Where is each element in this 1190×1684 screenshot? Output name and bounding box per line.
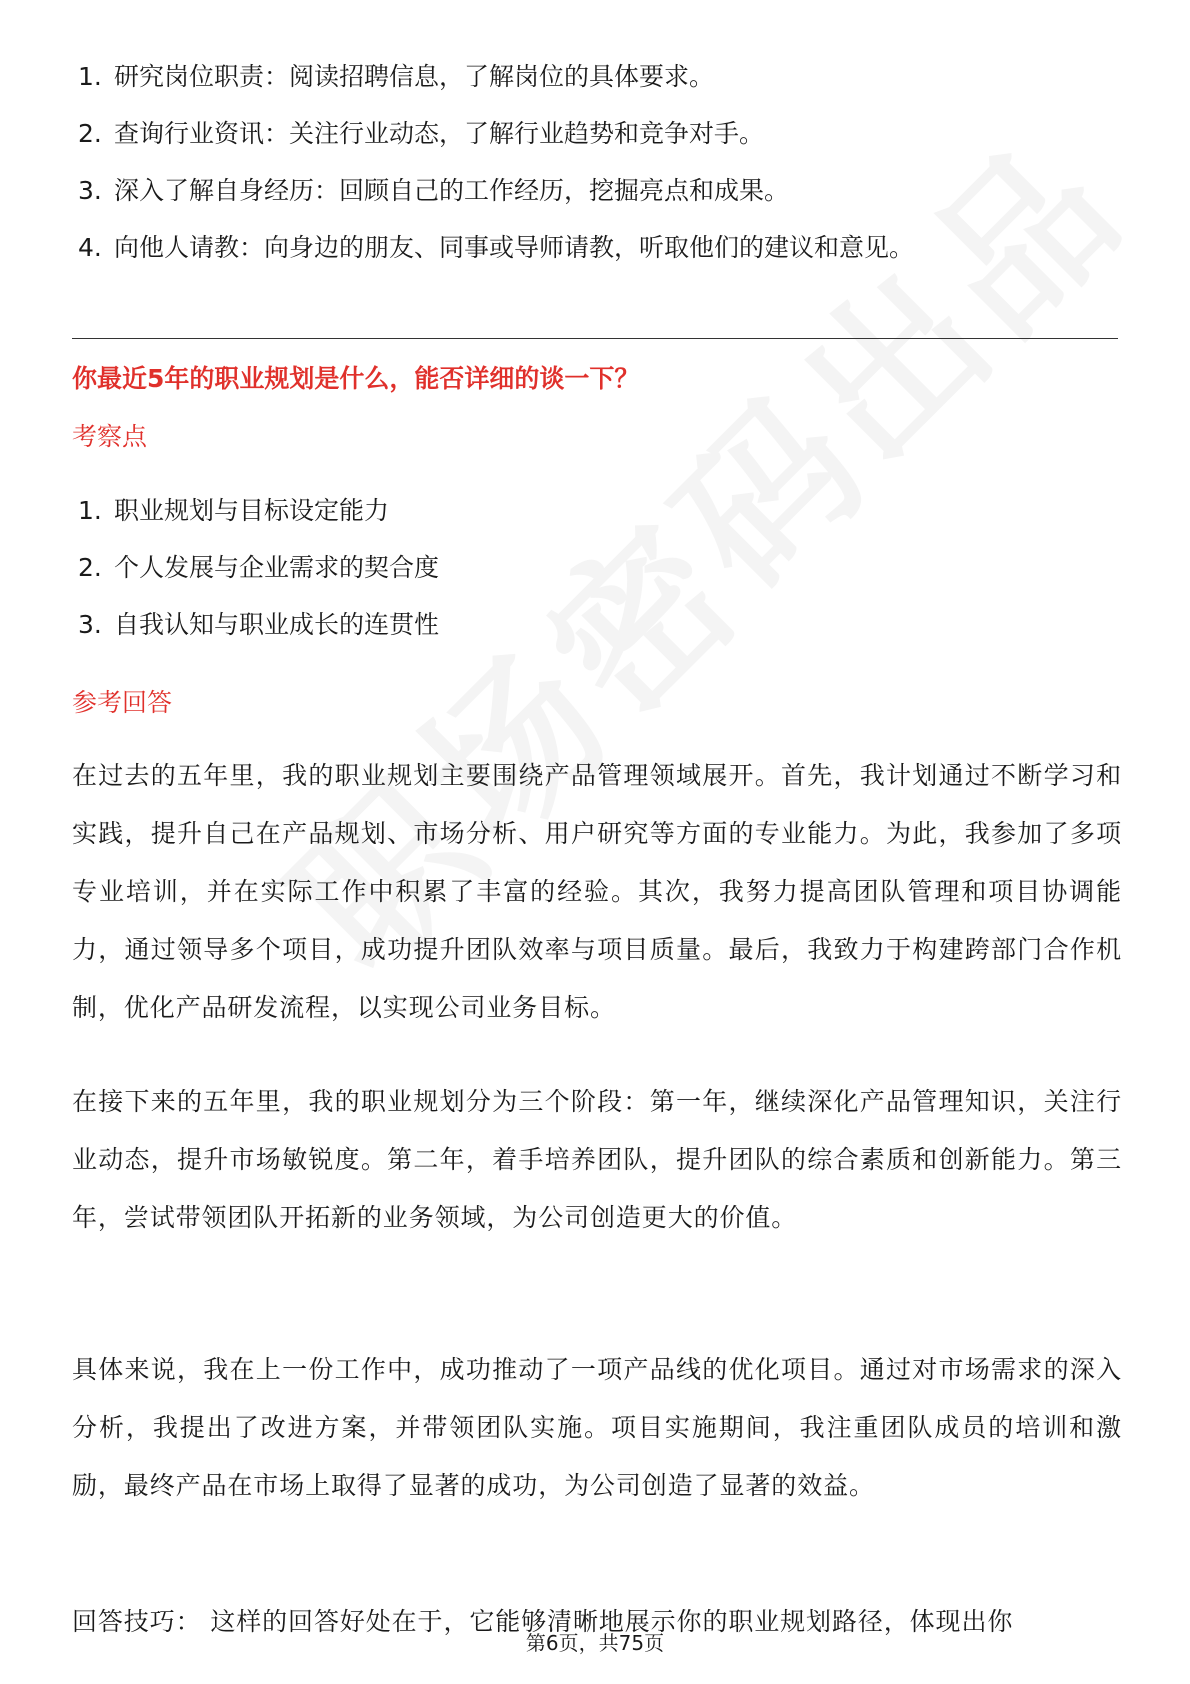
list-text: 深入了解自身经历：回顾自己的工作经历，挖掘亮点和成果。: [114, 176, 790, 205]
list-text: 查询行业资讯：关注行业动态，了解行业趋势和竞争对手。: [114, 119, 765, 148]
list-item: [78, 177, 914, 204]
list-number: 3.: [78, 610, 102, 639]
list-text: 向他人请教：向身边的朋友、同事或导师请教，听取他们的建议和意见。: [114, 233, 915, 262]
list-item: [78, 611, 439, 638]
question-heading: 你最近5年的职业规划是什么，能否详细的谈一下？: [72, 364, 640, 393]
list-number: 1.: [78, 496, 102, 525]
answer-paragraph: 在过去的五年里，我的职业规划主要围绕产品管理领域展开。首先，我计划通过不断学习和实践，提升自己在产品规划、市场分析、用户研究等方面的专业能力。为此，我参加了多项专业培训，并在实际工作中积累了丰富的经验。其次，我努力提高团队管理和项目协调能力，通过领导多个项目，成功提升团队效率与项目质量。最后，我致力于构建跨部门合作机制，优化产品研发流程，以实现公司业务目标。: [72, 761, 1122, 1022]
list-number: 2.: [78, 119, 102, 148]
list-item: [78, 120, 914, 147]
list-text: 个人发展与企业需求的契合度: [114, 553, 440, 582]
list-number: 4.: [78, 233, 102, 262]
points-list: [78, 497, 439, 668]
list-text: 自我认知与职业成长的连贯性: [114, 610, 440, 639]
answer-tip-paragraph: 回答技巧： 这样的回答好处在于，它能够清晰地展示你的职业规划路径，体现出你: [72, 1607, 1014, 1636]
page-footer: 第6页，共75页: [525, 1631, 665, 1655]
list-number: 1.: [78, 62, 102, 91]
list-item: [78, 63, 914, 90]
intro-list: [78, 63, 914, 291]
list-number: 2.: [78, 553, 102, 582]
answer-paragraph: 在接下来的五年里，我的职业规划分为三个阶段：第一年，继续深化产品管理知识，关注行业动态，提升市场敏锐度。第二年，着手培养团队，提升团队的综合素质和创新能力。第三年，尝试带领团队开拓新的业务领域，为公司创造更大的价值。: [72, 1087, 1122, 1232]
section-divider: [72, 338, 1118, 339]
list-item: [78, 554, 439, 581]
answer-paragraph: 具体来说，我在上一份工作中，成功推动了一项产品线的优化项目。通过对市场需求的深入分析，我提出了改进方案，并带领团队实施。项目实施期间，我注重团队成员的培训和激励，最终产品在市场上取得了显著的成功，为公司创造了显著的效益。: [72, 1355, 1122, 1500]
list-item: [78, 234, 914, 261]
list-number: 3.: [78, 176, 102, 205]
points-heading: 考察点: [72, 422, 148, 451]
list-text: 研究岗位职责：阅读招聘信息，了解岗位的具体要求。: [114, 62, 715, 91]
list-item: [78, 497, 439, 524]
list-text: 职业规划与目标设定能力: [114, 496, 390, 525]
answer-heading: 参考回答: [72, 688, 173, 717]
